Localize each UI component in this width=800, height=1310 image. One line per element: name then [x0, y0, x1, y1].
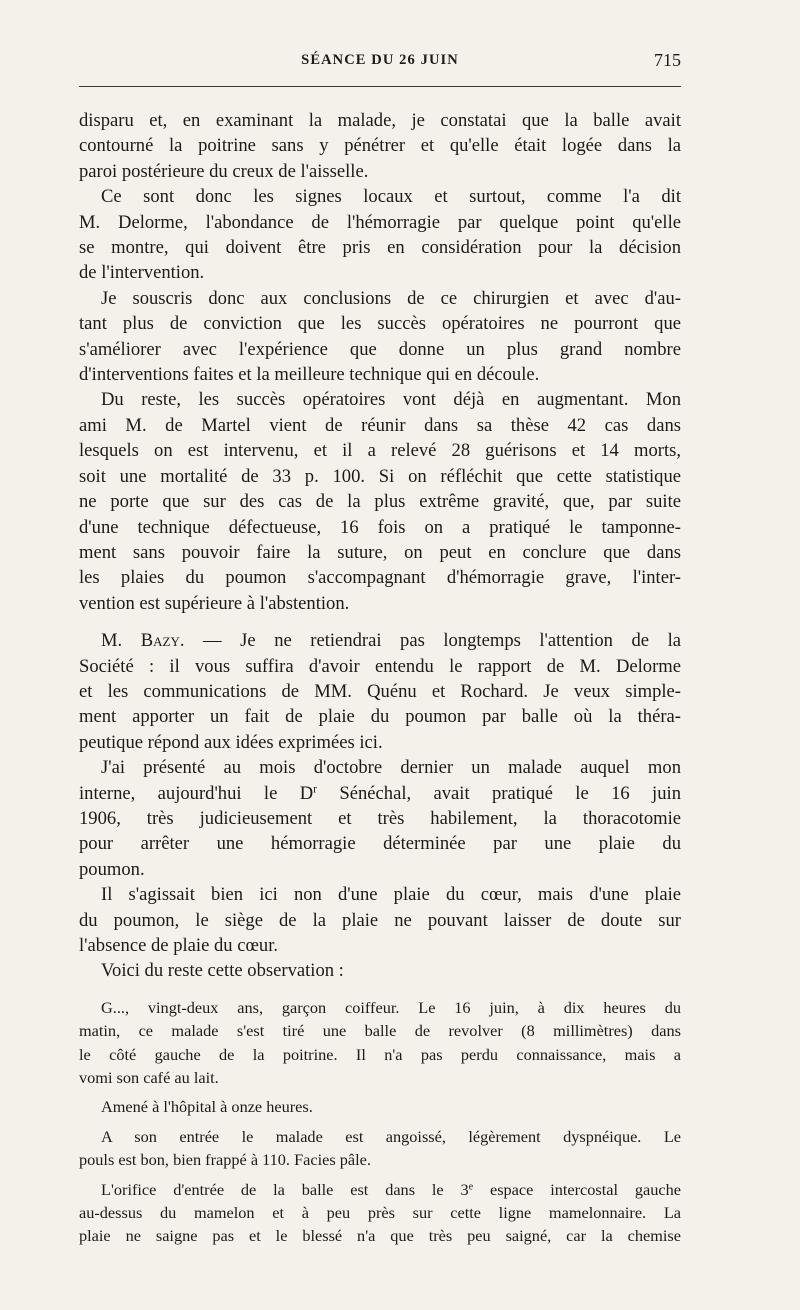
paragraph: [79, 882, 681, 958]
text-line: J'ai présenté au mois d'octobre dernier un malade auquel mon: [101, 757, 681, 779]
text-segment: interne, aujourd'hui le D: [79, 782, 314, 804]
text-line: s'améliorer avec l'expérience que donne un plus grand nombre: [79, 338, 681, 360]
text-line: poumon.: [79, 858, 145, 880]
text-line: au-dessus du mamelon et à peu près sur cette ligne mamelonnaire. La: [79, 1203, 681, 1223]
speaker-line-rest: . — Je ne retiendrai pas longtemps l'attention de la: [179, 630, 681, 652]
text-line: ment sans pouvoir faire la suture, on peut en conclure que dans: [79, 541, 681, 563]
page-number: 715: [654, 50, 681, 70]
text-line: se montre, qui doivent être pris en considération pour la décision: [79, 237, 681, 259]
text-line: plaie ne saigne pas et le blessé n'a que très peu saigné, car la chemise: [79, 1226, 681, 1246]
text-line: les plaies du poumon s'accompagnant d'hémorragie grave, l'inter-: [79, 567, 681, 589]
header-rule: [79, 86, 681, 87]
text-line: disparu et, en examinant la malade, je constatai que la balle avait: [79, 110, 681, 131]
text-line: [79, 628, 681, 653]
text-line: Société : il vous suffira d'avoir entendu le rapport de M. Delorme: [79, 655, 681, 677]
text-line: le côté gauche de la poitrine. Il n'a pas perdu connaissance, mais a: [79, 1044, 681, 1064]
text-line: et les communications de MM. Quénu et Rochard. Je veux simple-: [79, 680, 681, 702]
paragraph: [79, 286, 681, 388]
speaker-paragraph: [79, 628, 681, 755]
text-line: pour arrêter une hémorragie déterminée par une plaie du: [79, 833, 681, 855]
text-line: Amené à l'hôpital à onze heures.: [101, 1097, 313, 1117]
paragraph: [79, 755, 681, 882]
text-line: ment apporter un fait de plaie du poumon par balle où la théra-: [79, 706, 681, 728]
paragraph: [79, 958, 681, 983]
text-line: soit une mortalité de 33 p. 100. Si on réfléchit que cette statistique: [79, 465, 681, 487]
text-line: matin, ce malade s'est tiré une balle de revolver (8 millimètres) dans: [79, 1021, 681, 1041]
page-header: [79, 50, 681, 76]
text-line: tant plus de conviction que les succès opératoires ne pourront que: [79, 313, 681, 335]
text-line: ne porte que sur des cas de la plus extrême gravité, que, par suite: [79, 491, 681, 513]
observation-paragraph: [79, 1178, 681, 1248]
running-title: SÉANCE DU 26 JUIN: [301, 52, 459, 68]
text-segment: espace intercostal gauche: [473, 1179, 681, 1199]
superscript: r: [313, 783, 317, 796]
paragraph-gap: [79, 984, 681, 996]
text-line: d'une technique défectueuse, 16 fois on a pratiqué le tamponne-: [79, 516, 681, 538]
text-line: Voici du reste cette observation :: [101, 960, 344, 982]
text-line: l'absence de plaie du cœur.: [79, 935, 279, 956]
body-text: [79, 108, 681, 1248]
paragraph-gap: [79, 616, 681, 628]
text-line: Ce sont donc les signes locaux et surtout, comme l'a dit: [101, 186, 681, 208]
superscript: e: [468, 1181, 474, 1193]
observation-paragraph: [79, 1125, 681, 1172]
text-line: A son entrée le malade est angoissé, légèrement dyspnéique. Le: [101, 1126, 681, 1146]
text-line: du poumon, le siège de la plaie ne pouvant laisser de doute sur: [79, 909, 681, 931]
text-line: Il s'agissait bien ici non d'une plaie du cœur, mais d'une plaie: [101, 884, 681, 906]
paragraph: [79, 184, 681, 286]
text-line: peutique répond aux idées exprimées ici.: [79, 731, 383, 753]
text-line: vomi son café au lait.: [79, 1068, 219, 1088]
text-line: lesquels on est intervenu, et il a relevé 28 guérisons et 14 morts,: [79, 440, 681, 462]
text-line: 1906, très judicieusement et très habilement, la thoracotomie: [79, 807, 681, 829]
text-line: pouls est bon, bien frappé à 110. Facies pâle.: [79, 1150, 371, 1170]
text-line: paroi postérieure du creux de l'aisselle.: [79, 160, 369, 182]
paragraph: [79, 108, 681, 184]
observation-paragraph: [79, 996, 681, 1090]
text-segment: L'orifice d'entrée de la balle est dans le 3: [101, 1179, 469, 1199]
text-line: Je souscris donc aux conclusions de ce chirurgien et avec d'au-: [101, 287, 681, 309]
text-line: ami M. de Martel vient de réunir dans sa thèse 42 cas dans: [79, 414, 681, 436]
paragraph: [79, 387, 681, 616]
speaker-prefix: M.: [101, 630, 123, 652]
text-line: contourné la poitrine sans y pénétrer et qu'elle était logée dans la: [79, 135, 681, 157]
text-line: de l'intervention.: [79, 262, 205, 284]
text-line: vention est supérieure à l'abstention.: [79, 592, 350, 614]
text-line: G..., vingt-deux ans, garçon coiffeur. Le 16 juin, à dix heures du: [101, 997, 681, 1017]
text-segment: Sénéchal, avait pratiqué le 16 juin: [317, 782, 681, 804]
text-line: Du reste, les succès opératoires vont déjà en augmentant. Mon: [101, 389, 681, 411]
text-line: d'interventions faites et la meilleure technique qui en découle.: [79, 364, 540, 386]
speaker-name: Bazy: [140, 630, 180, 652]
text-line: [79, 781, 681, 806]
text-line: [79, 1178, 681, 1201]
text-line: M. Delorme, l'abondance de l'hémorragie par quelque point qu'elle: [79, 211, 681, 233]
observation-paragraph: [79, 1095, 681, 1118]
